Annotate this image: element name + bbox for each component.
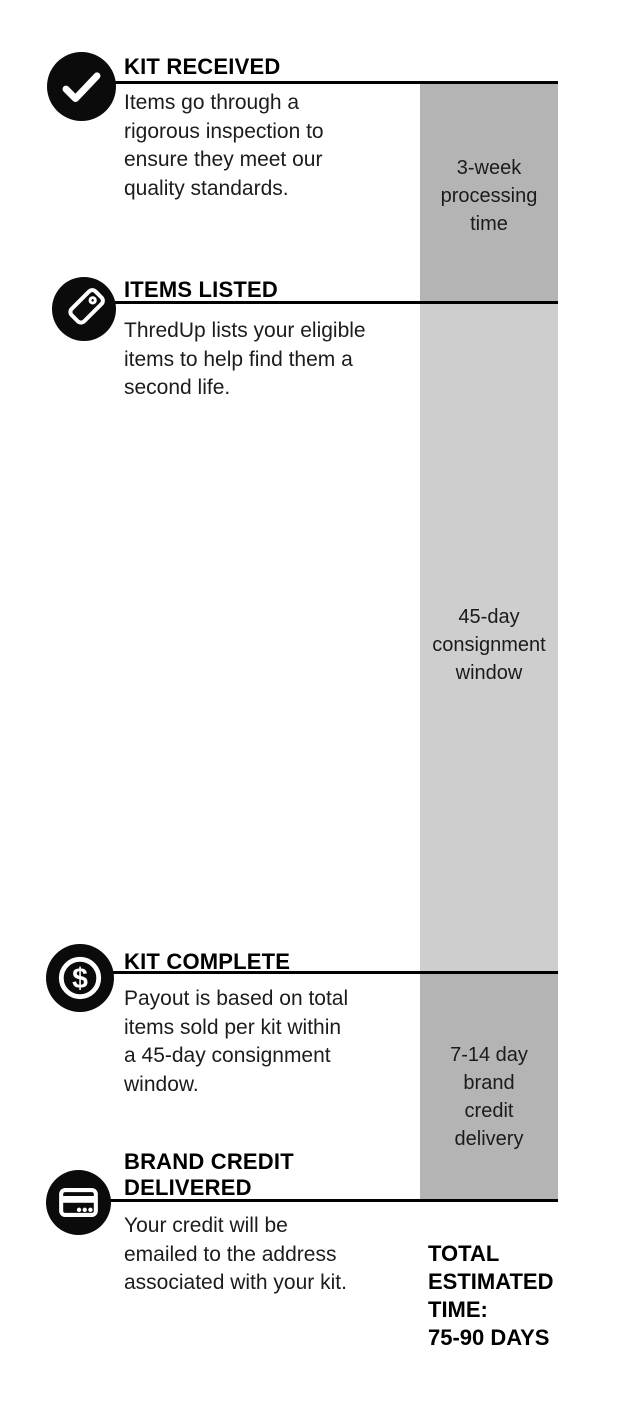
step-title-kit-complete: KIT COMPLETE [124, 949, 291, 974]
credit-card-icon [46, 1170, 111, 1235]
step-title-items-listed: ITEMS LISTED [124, 277, 278, 302]
step-description-kit-received: Items go through a rigorous inspection to ensure they meet our quality standards. [124, 91, 324, 200]
duration-bar-label: 3-week processing time [440, 156, 538, 235]
duration-bar-consignment [420, 304, 558, 971]
step-description-items-listed: ThredUp lists your eligible items to help find them a second life. [124, 319, 366, 400]
duration-bar-processing [420, 84, 558, 301]
step-description-brand-credit-delivered: Your credit will be emailed to the address associated with your kit. [124, 1214, 347, 1295]
check-icon [47, 52, 116, 121]
duration-bar-label: 45-day consignment window [432, 605, 546, 684]
dollar-icon [46, 944, 114, 1012]
total-estimated-time: TOTAL ESTIMATED TIME: 75-90 DAYS [428, 1241, 554, 1350]
divider-kit-received [100, 81, 558, 84]
tag-icon [52, 277, 116, 341]
step-title-kit-received: KIT RECEIVED [124, 54, 281, 79]
duration-bar-label: 7-14 day brand credit delivery [450, 1043, 528, 1150]
step-description-kit-complete: Payout is based on total items sold per kit within a 45-day consignment window. [124, 987, 349, 1096]
duration-bar-credit-delivery [420, 974, 558, 1199]
step-title-brand-credit-delivered: BRAND CREDIT DELIVERED [124, 1149, 294, 1200]
dollar-symbol: $ [72, 963, 88, 996]
